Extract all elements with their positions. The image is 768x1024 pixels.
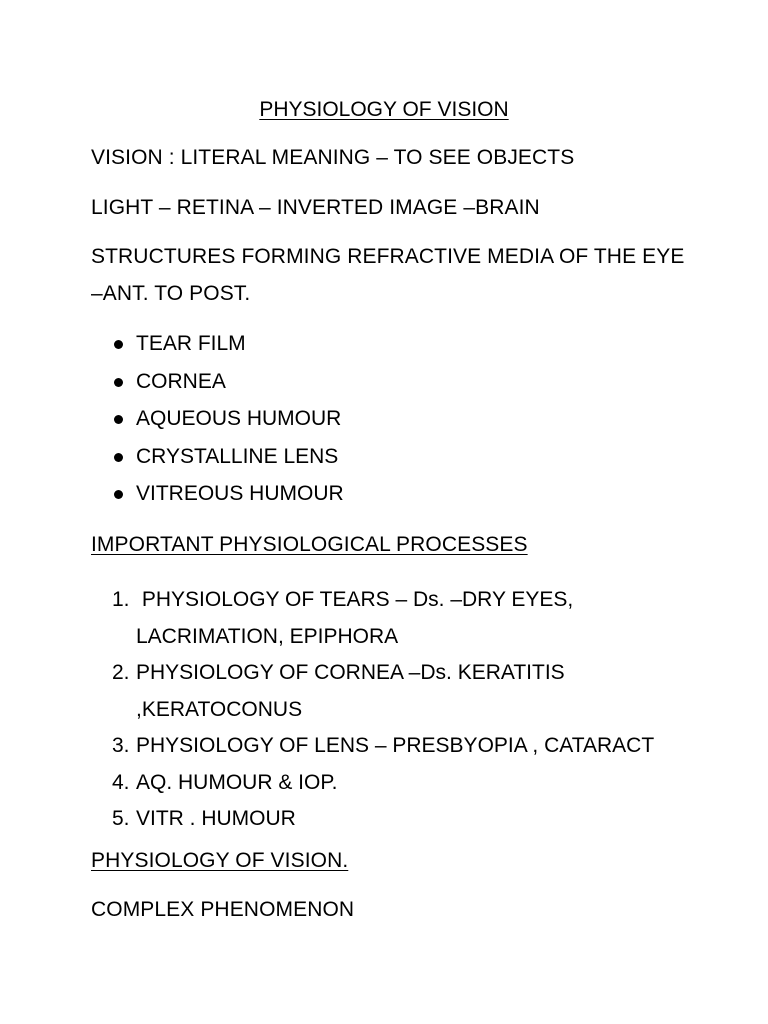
list-item-label: PHYSIOLOGY OF LENS – PRESBYOPIA , CATARACT xyxy=(136,734,655,757)
list-item xyxy=(112,655,654,728)
list-number: 1. xyxy=(112,588,130,611)
page-title: PHYSIOLOGY OF VISION xyxy=(259,98,509,121)
list-item xyxy=(112,482,344,520)
list-item xyxy=(112,407,344,445)
list-item xyxy=(112,801,654,838)
light-path-line: LIGHT – RETINA – INVERTED IMAGE –BRAIN xyxy=(91,196,540,219)
list-number: 4. xyxy=(112,770,130,794)
bullet-icon xyxy=(114,453,123,462)
processes-heading: IMPORTANT PHYSIOLOGICAL PROCESSES xyxy=(91,533,528,556)
list-item-label: VITR . HUMOUR xyxy=(136,807,296,830)
list-number: 5. xyxy=(112,807,130,830)
list-item-continuation: ,KERATOCONUS xyxy=(136,697,303,721)
list-item-label: PHYSIOLOGY OF TEARS – Ds. –DRY EYES, xyxy=(136,588,574,611)
vision-meaning-line: VISION : LITERAL MEANING – TO SEE OBJECTS xyxy=(91,146,575,169)
list-item xyxy=(112,445,344,483)
refractive-media-list xyxy=(112,332,344,520)
list-item-label: VITREOUS HUMOUR xyxy=(136,482,344,505)
list-item-continuation: LACRIMATION, EPIPHORA xyxy=(136,624,399,648)
list-number: 2. xyxy=(112,661,130,684)
list-item-label: TEAR FILM xyxy=(136,332,246,355)
bullet-icon xyxy=(114,415,123,424)
bullet-icon xyxy=(114,340,123,349)
list-item-label: CRYSTALLINE LENS xyxy=(136,444,339,468)
list-item-label: PHYSIOLOGY OF CORNEA –Ds. KERATITIS xyxy=(136,661,565,684)
list-number: 3. xyxy=(112,734,130,757)
processes-list xyxy=(112,582,654,838)
list-item-label: AQUEOUS HUMOUR xyxy=(136,407,342,430)
list-item-label: AQ. HUMOUR & IOP. xyxy=(136,770,338,794)
list-item-label: CORNEA xyxy=(136,369,226,393)
list-item xyxy=(112,765,654,802)
list-item xyxy=(112,582,654,655)
list-item xyxy=(112,332,344,370)
structures-line-2: –ANT. TO POST. xyxy=(91,282,251,305)
complex-phenomenon-line: COMPLEX PHENOMENON xyxy=(91,898,355,921)
structures-line-1: STRUCTURES FORMING REFRACTIVE MEDIA OF THE EYE xyxy=(91,245,685,268)
list-item xyxy=(112,370,344,408)
bullet-icon xyxy=(114,490,123,499)
list-item xyxy=(112,728,654,765)
vision-heading: PHYSIOLOGY OF VISION. xyxy=(91,849,349,872)
bullet-icon xyxy=(114,378,123,387)
